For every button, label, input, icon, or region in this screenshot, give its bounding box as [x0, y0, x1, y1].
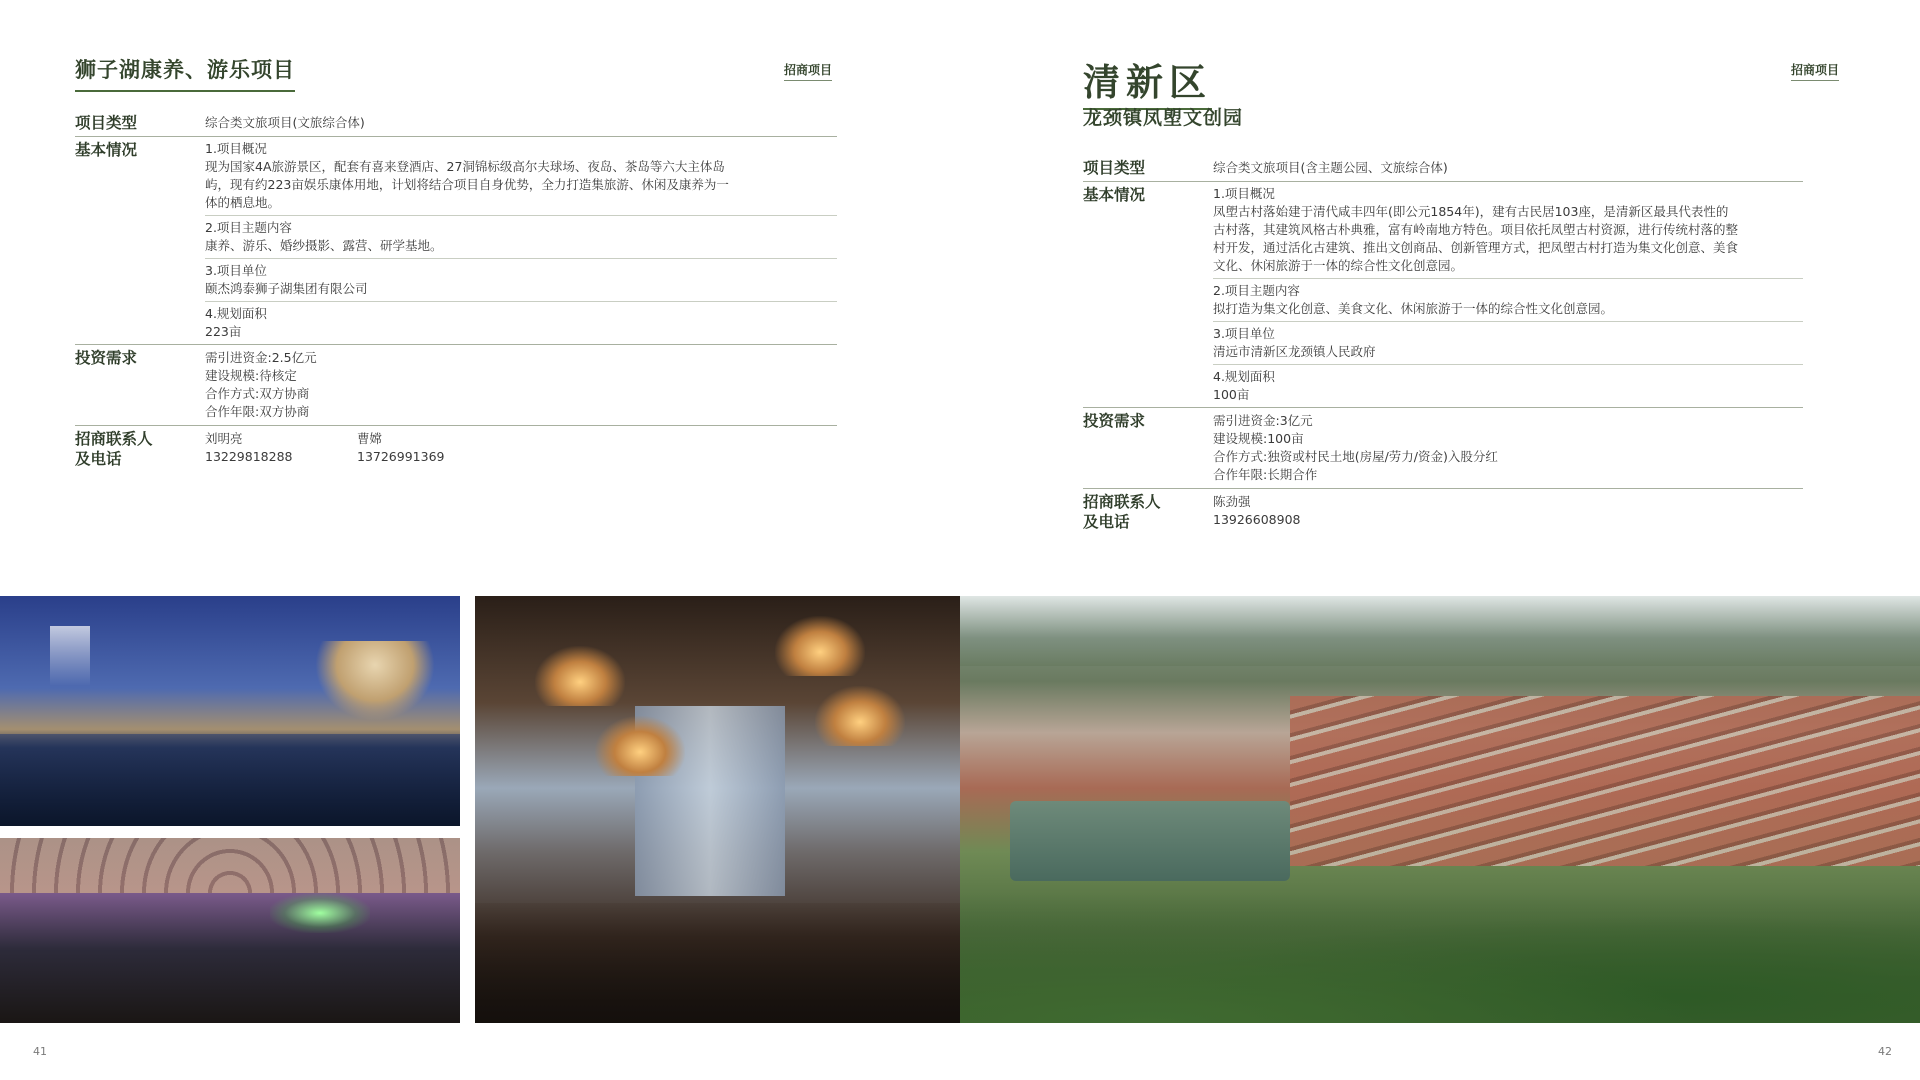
- unit-section: [1213, 322, 1803, 365]
- contact-label-line2: 及电话: [75, 449, 122, 468]
- right-row-basic: [1083, 182, 1803, 408]
- right-investment-tag: 招商项目: [1791, 61, 1839, 81]
- row-label: 项目类型: [75, 113, 138, 132]
- right-row-type: [1083, 155, 1803, 182]
- contact-name: 刘明亮: [205, 431, 243, 446]
- pond-shape: [1010, 801, 1290, 881]
- contact-entry: [1213, 493, 1365, 532]
- left-info-table: [75, 110, 837, 469]
- left-investment-tag: 招商项目: [784, 61, 832, 81]
- row-value: [1213, 155, 1803, 181]
- right-row-contact: [1083, 489, 1803, 532]
- unit-text: 颐杰鸿泰狮子湖集团有限公司: [205, 281, 368, 296]
- fountain-shape: [50, 626, 90, 686]
- dining-tables-shape: [475, 903, 960, 1023]
- left-row-basic: [75, 137, 837, 345]
- row-label: 项目类型: [1083, 158, 1146, 177]
- invest-line: 需引进资金:3亿元: [1213, 413, 1313, 428]
- water-shape: [0, 734, 460, 826]
- unit-heading: 3.项目单位: [1213, 326, 1275, 341]
- project-type-value: 综合类文旅项目(含主题公园、文旅综合体): [1213, 160, 1448, 175]
- area-heading: 4.规划面积: [1213, 369, 1275, 384]
- right-row-invest: [1083, 408, 1803, 489]
- trees-shape: [960, 893, 1920, 1023]
- overview-heading: 1.项目概况: [1213, 186, 1275, 201]
- theme-text: 康养、游乐、婚纱摄影、露营、研学基地。: [205, 238, 443, 253]
- contact-phone[interactable]: 13926608908: [1213, 512, 1301, 527]
- theme-heading: 2.项目主题内容: [1213, 283, 1300, 298]
- invest-line: 合作方式:双方协商: [205, 386, 310, 401]
- page-number: 41: [33, 1045, 47, 1058]
- row-value: [205, 345, 837, 425]
- invest-line: 合作方式:独资或村民土地(房屋/劳力/资金)入股分红: [1213, 449, 1498, 464]
- right-info-table: [1083, 155, 1803, 532]
- theme-heading: 2.项目主题内容: [205, 220, 292, 235]
- overview-text: 古村落，其建筑风格古朴典雅，富有岭南地方特色。项目依托凤塱古村资源，进行传统村落的整: [1213, 222, 1739, 237]
- invest-line: 建设规模:100亩: [1213, 431, 1304, 446]
- light-show-shape: [270, 893, 370, 933]
- row-label: [1083, 489, 1213, 532]
- overview-text: 体的栖息地。: [205, 195, 281, 210]
- district-title: 清新区: [1083, 52, 1212, 110]
- overview-text: 现为国家4A旅游景区，配套有喜来登酒店、27洞锦标级高尔夫球场、夜岛、茶岛等六大主体岛: [205, 159, 725, 174]
- restaurant-interior-photo: [475, 596, 960, 1023]
- invest-line: 建设规模:待核定: [205, 368, 297, 383]
- lake-pavilion-photo: [0, 596, 460, 826]
- left-row-type: [75, 110, 837, 137]
- row-value: [1213, 408, 1803, 488]
- chandelier-shape: [775, 616, 865, 676]
- unit-section: [205, 259, 837, 302]
- left-row-invest: [75, 345, 837, 426]
- row-value: [205, 137, 837, 344]
- contact-entry: [205, 430, 357, 469]
- area-heading: 4.规划面积: [205, 306, 267, 321]
- contact-phone[interactable]: 13229818288: [205, 449, 293, 464]
- chandelier-shape: [815, 686, 905, 746]
- area-text: 223亩: [205, 324, 242, 339]
- theme-text: 拟打造为集文化创意、美食文化、休闲旅游于一体的综合性文化创意园。: [1213, 301, 1614, 316]
- project-type-value: 综合类文旅项目(文旅综合体): [205, 115, 365, 130]
- contact-name: 陈劲强: [1213, 494, 1251, 509]
- overview-section: [1213, 182, 1803, 279]
- contact-label-line1: 招商联系人: [1083, 492, 1161, 511]
- area-section: [205, 302, 837, 344]
- overview-text: 村开发，通过活化古建筑、推出文创商品、创新管理方式，把凤塱古村打造为集文化创意、美食: [1213, 240, 1739, 255]
- contact-label-line1: 招商联系人: [75, 429, 153, 448]
- village-roofs-shape: [1290, 696, 1920, 866]
- overview-heading: 1.项目概况: [205, 141, 267, 156]
- row-label: 投资需求: [75, 348, 138, 367]
- chandelier-shape: [535, 646, 625, 706]
- right-project-title: 龙颈镇凤塱文创园: [1083, 107, 1244, 129]
- page-number: 42: [1878, 1045, 1892, 1058]
- mountains-shape: [960, 596, 1920, 666]
- area-section: [1213, 365, 1803, 407]
- invest-line: 合作年限:双方协商: [205, 404, 310, 419]
- overview-section: [205, 137, 837, 216]
- night-terrace-photo: [0, 838, 460, 1023]
- overview-text: 文化、休闲旅游于一体的综合性文化创意园。: [1213, 258, 1464, 273]
- invest-line: 需引进资金:2.5亿元: [205, 350, 317, 365]
- row-value: [205, 426, 837, 469]
- row-label: 基本情况: [75, 140, 138, 159]
- row-label: 基本情况: [1083, 185, 1146, 204]
- theme-section: [1213, 279, 1803, 322]
- overview-text: 屿，现有约223亩娱乐康体用地，计划将结合项目自身优势，全力打造集旅游、休闲及康养为一: [205, 177, 729, 192]
- row-label: 投资需求: [1083, 411, 1146, 430]
- overview-text: 凤塱古村落始建于清代咸丰四年(即公元1854年)，建有古民居103座，是清新区最具代表性的: [1213, 204, 1729, 219]
- contact-entry: [357, 430, 509, 469]
- row-value: [1213, 182, 1803, 407]
- contact-name: 曹嫦: [357, 431, 383, 446]
- invest-line: 合作年限:长期合作: [1213, 467, 1318, 482]
- theme-section: [205, 216, 837, 259]
- row-value: [205, 110, 837, 136]
- contact-label-line2: 及电话: [1083, 512, 1130, 531]
- ancient-village-photo: [960, 596, 1920, 1023]
- contact-phone[interactable]: 13726991369: [357, 449, 445, 464]
- left-project-title: 狮子湖康养、游乐项目: [75, 54, 295, 92]
- unit-heading: 3.项目单位: [205, 263, 267, 278]
- unit-text: 清远市清新区龙颈镇人民政府: [1213, 344, 1376, 359]
- area-text: 100亩: [1213, 387, 1250, 402]
- left-row-contact: [75, 426, 837, 469]
- row-label: [75, 426, 205, 469]
- gazebo-shape: [315, 641, 435, 721]
- chandelier-shape: [595, 716, 685, 776]
- arches-shape: [0, 838, 460, 893]
- row-value: [1213, 489, 1803, 532]
